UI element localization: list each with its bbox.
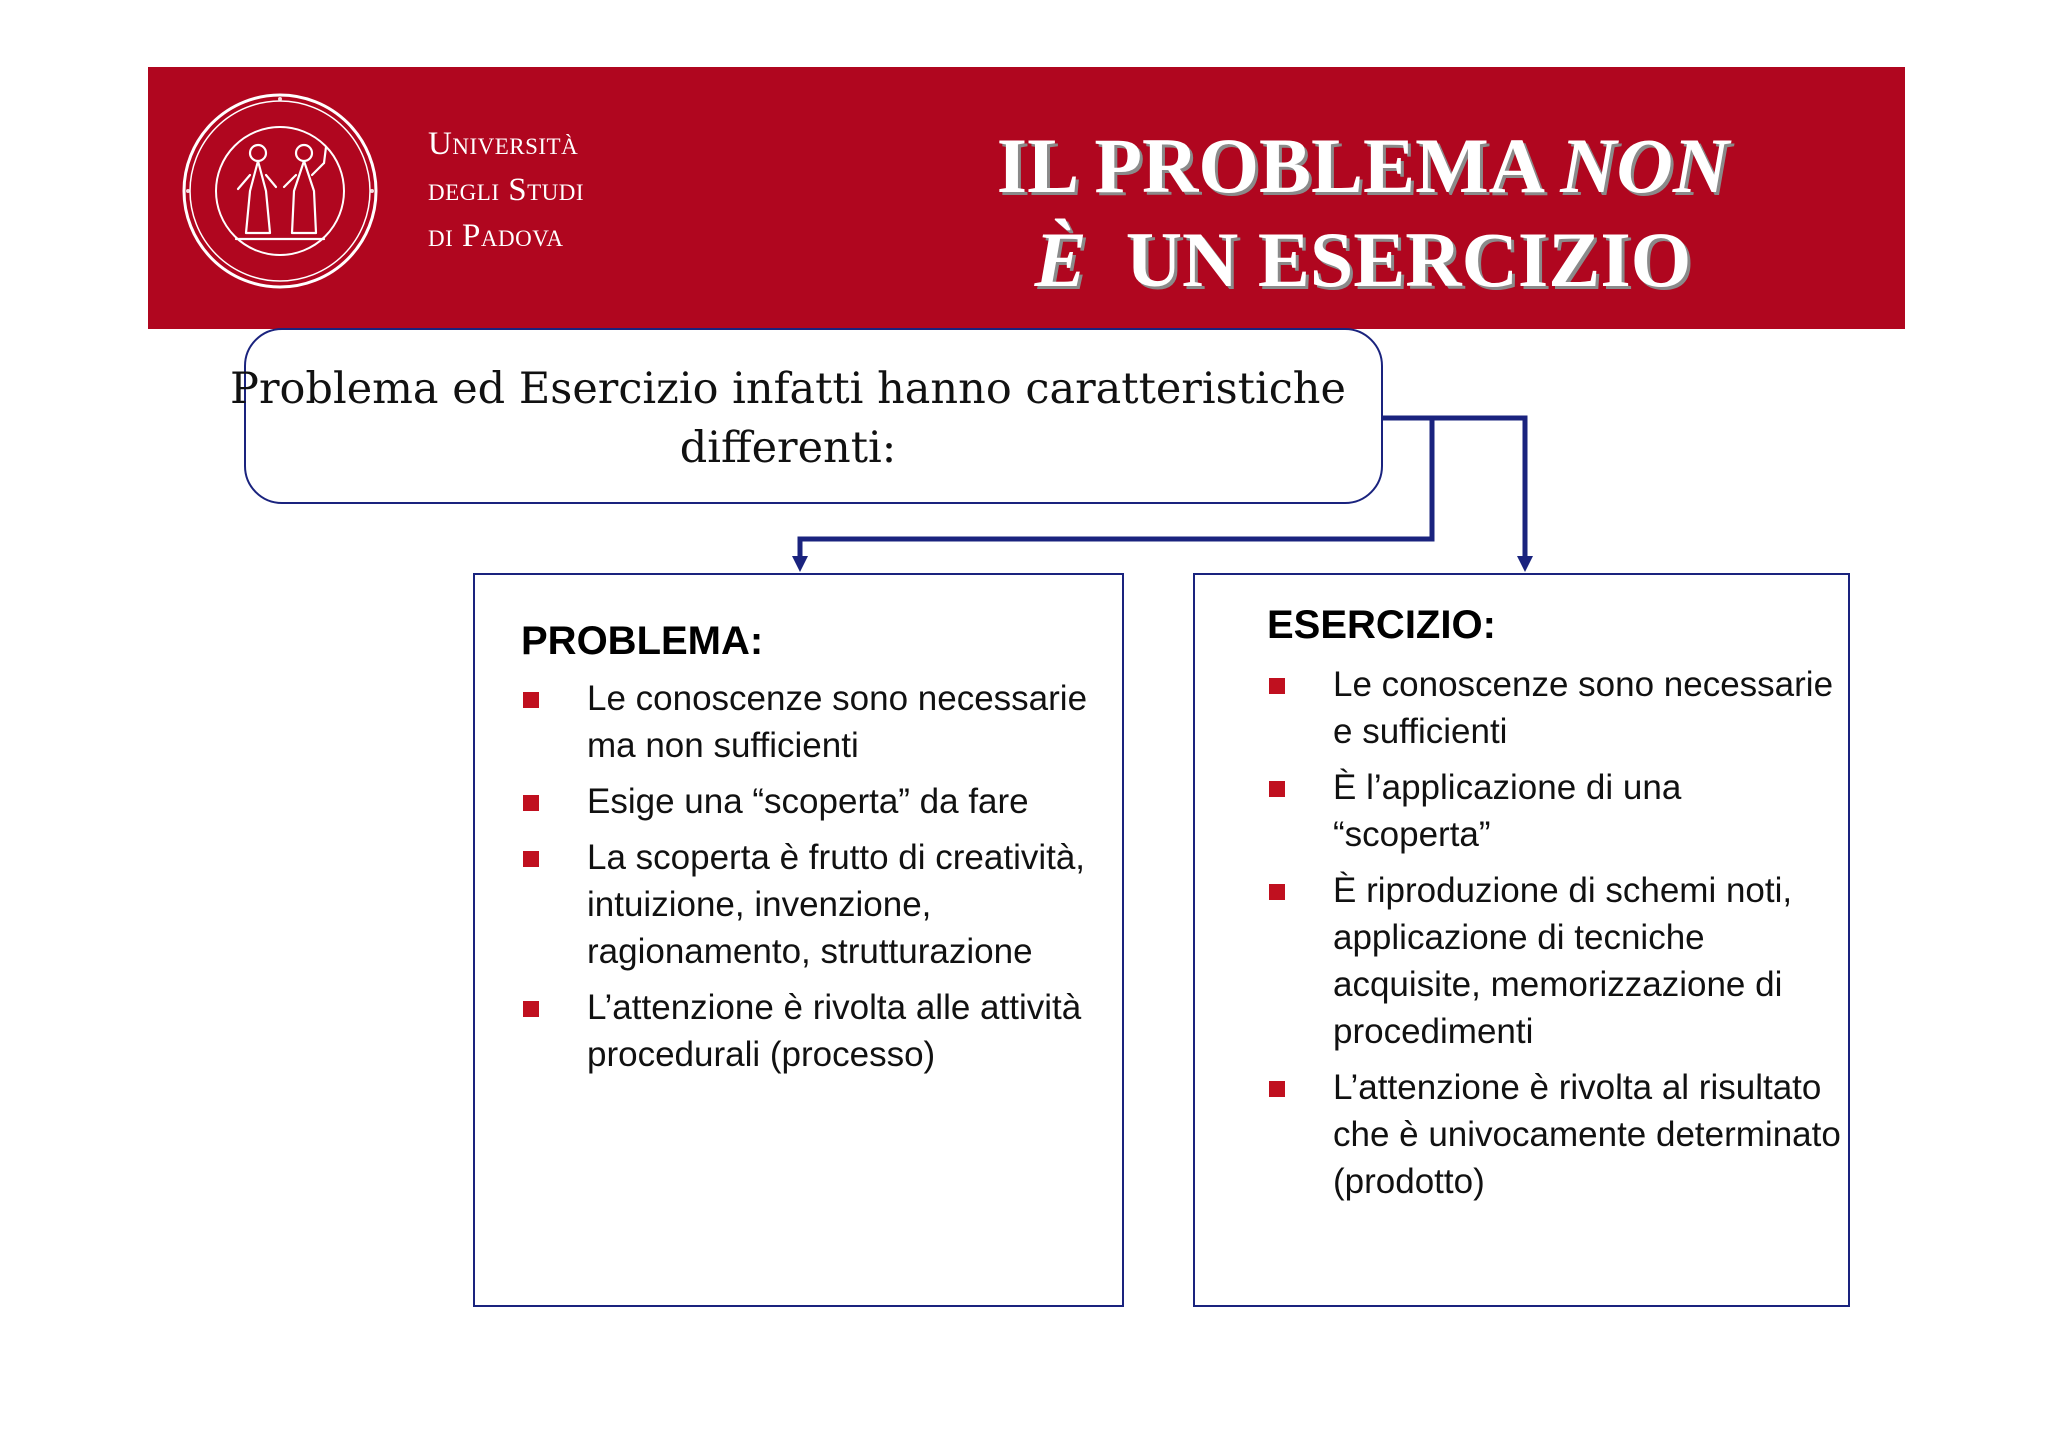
- university-line-1: Università: [428, 126, 579, 162]
- list-item-text: Esige una “scoperta” da fare: [587, 782, 1029, 821]
- esercizio-title: ESERCIZIO:: [1267, 603, 1496, 647]
- list-item: [1267, 661, 1847, 755]
- problema-box: [473, 573, 1124, 1307]
- bullet-square-icon: [523, 1001, 539, 1017]
- intro-line-1: Problema ed Esercizio infatti hanno caratteristiche: [230, 364, 1346, 414]
- intro-text: [208, 360, 1368, 478]
- list-item-text: L’attenzione è rivolta alle attività procedurali (processo): [587, 988, 1082, 1074]
- bullet-square-icon: [1269, 678, 1285, 694]
- title-line-1-italic: NON: [1560, 122, 1730, 209]
- esercizio-list: [1267, 661, 1847, 1214]
- university-line-3: di Padova: [428, 218, 564, 254]
- bullet-square-icon: [523, 851, 539, 867]
- list-item: [521, 984, 1121, 1078]
- university-seal: [180, 91, 380, 291]
- header-band: [148, 67, 1905, 329]
- title-line-1: [913, 119, 1813, 213]
- list-item: [521, 834, 1121, 975]
- list-item-text: L’attenzione è rivolta al risultato che è univocamente determinato (prodotto): [1333, 1068, 1841, 1201]
- problema-title: PROBLEMA:: [521, 619, 764, 663]
- intro-line-2: differenti:: [679, 423, 897, 473]
- list-item-text: È riproduzione di schemi noti, applicazione di tecniche acquisite, memorizzazione di procedimenti: [1333, 871, 1793, 1051]
- university-name: [428, 121, 584, 259]
- title-line-1-plain: IL PROBLEMA: [996, 122, 1541, 209]
- bullet-square-icon: [523, 795, 539, 811]
- list-item-text: La scoperta è frutto di creatività, intuizione, invenzione, ragionamento, strutturazione: [587, 838, 1086, 971]
- title-line-2-italic: È: [1034, 216, 1087, 303]
- esercizio-box: [1193, 573, 1850, 1307]
- bullet-square-icon: [1269, 884, 1285, 900]
- list-item-text: Le conoscenze sono necessarie e sufficienti: [1333, 665, 1834, 751]
- list-item: [1267, 867, 1847, 1055]
- list-item: [521, 675, 1121, 769]
- title-line-2-plain: UN ESERCIZIO: [1125, 216, 1692, 303]
- list-item-text: Le conoscenze sono necessarie ma non sufficienti: [587, 679, 1088, 765]
- bullet-square-icon: [523, 692, 539, 708]
- page-title: [913, 119, 1813, 307]
- bullet-square-icon: [1269, 781, 1285, 797]
- list-item: [521, 778, 1121, 825]
- list-item-text: È l’applicazione di una “scoperta”: [1333, 768, 1682, 854]
- list-item: [1267, 1064, 1847, 1205]
- title-line-2: [913, 213, 1813, 307]
- university-line-2: degli Studi: [428, 172, 585, 208]
- problema-list: [521, 675, 1121, 1087]
- list-item: [1267, 764, 1847, 858]
- bullet-square-icon: [1269, 1081, 1285, 1097]
